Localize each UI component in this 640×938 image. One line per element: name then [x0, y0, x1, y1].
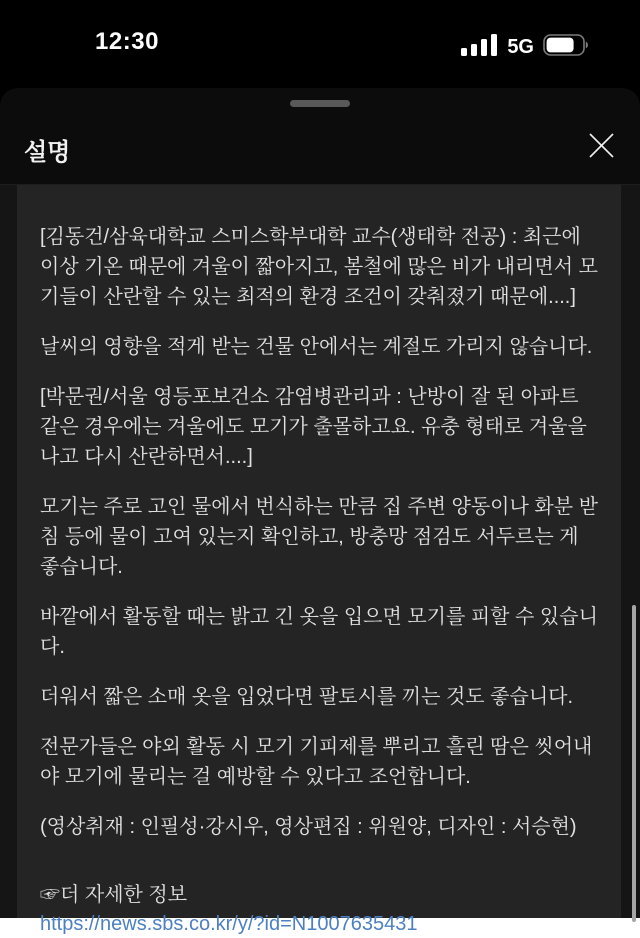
description-paragraph: 바깥에서 활동할 때는 밝고 긴 옷을 입으면 모기를 피할 수 있습니다.	[40, 606, 598, 658]
status-time: 12:30	[95, 28, 159, 55]
description-paragraph: [박문권/서울 영등포보건소 감염병관리과 : 난방이 잘 된 아파트 같은 경우에는 겨울에도 모기가 출몰하고요. 유충 형태로 겨울을 나고 다시 산란하면서....]	[40, 386, 587, 468]
description-credits: (영상취재 : 인필성·강시우, 영상편집 : 위원양, 디자인 : 서승현)	[40, 816, 577, 838]
description-paragraph: 전문가들은 야외 활동 시 모기 기피제를 뿌리고 흘린 땀은 씻어내야 모기에 물리는 걸 예방할 수 있다고 조언합니다.	[40, 736, 593, 788]
description-paragraph: [김동건/삼육대학교 스미스학부대학 교수(생태학 전공) : 최근에 이상 기온 때문에 겨울이 짧아지고, 봄철에 많은 비가 내리면서 모기들이 산란할 수 있는 최적의 환경 조건이 갖춰졌기 때문에....]	[40, 226, 598, 308]
battery-icon	[543, 34, 588, 61]
article-link[interactable]: https://news.sbs.co.kr/y/?id=N1007635431	[40, 913, 418, 935]
more-info-label: ☞더 자세한 정보	[40, 884, 188, 906]
close-icon	[588, 132, 615, 162]
description-paragraph: 날씨의 영향을 적게 받는 건물 안에서는 계절도 가리지 않습니다.	[40, 336, 593, 358]
close-button[interactable]	[584, 130, 618, 164]
network-type-label: 5G	[507, 35, 534, 58]
description-sheet	[0, 88, 640, 935]
scrollbar-thumb[interactable]	[632, 605, 636, 922]
description-scroll-area[interactable]	[0, 185, 640, 935]
sheet-header	[0, 88, 640, 185]
description-paragraph: 더워서 짧은 소매 옷을 입었다면 팔토시를 끼는 것도 좋습니다.	[40, 686, 574, 708]
description-text-panel	[17, 185, 621, 935]
status-bar	[0, 0, 640, 88]
sheet-title: 설명	[24, 139, 71, 166]
cellular-signal-icon	[461, 33, 498, 61]
status-indicators	[461, 33, 588, 61]
description-paragraph: 모기는 주로 고인 물에서 번식하는 만큼 집 주변 양동이나 화분 받침 등에 물이 고여 있는지 확인하고, 방충망 점검도 서두르는 게 좋습니다.	[40, 496, 598, 578]
